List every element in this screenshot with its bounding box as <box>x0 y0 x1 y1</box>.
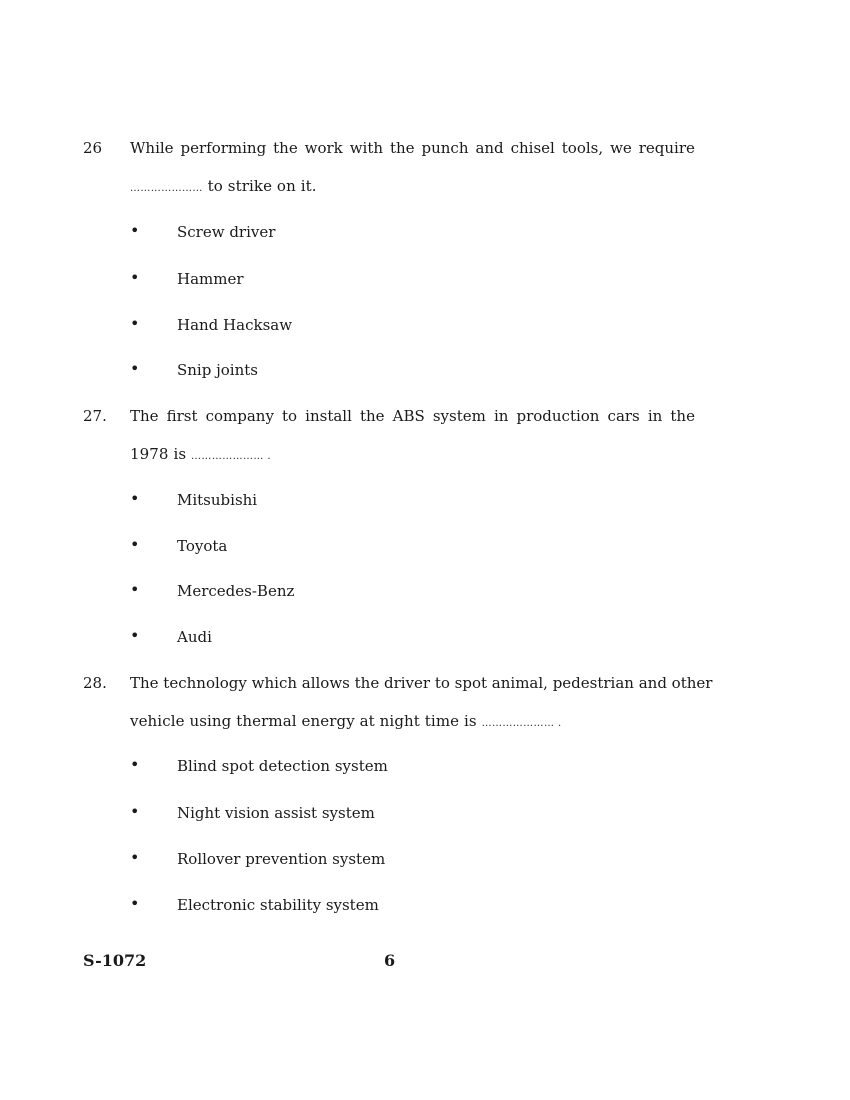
bullet-icon: • <box>130 580 140 599</box>
question-text-tail: to strike on it. <box>202 177 317 195</box>
question-text-line-1: The technology which allows the driver to spot animal, pedestrian and other <box>130 674 713 692</box>
blank-fill-dots: ………………… . <box>191 451 271 462</box>
option-4: Snip joints <box>177 361 258 379</box>
bullet-icon: • <box>130 894 140 913</box>
option-4: Audi <box>177 628 212 646</box>
word: install <box>305 407 352 425</box>
word: with <box>349 139 384 157</box>
option-3: Mercedes-Benz <box>177 582 295 600</box>
option-4: Electronic stability system <box>177 896 379 914</box>
word: punch <box>421 139 469 157</box>
question-text-tail: vehicle using thermal energy at night time is <box>130 712 482 730</box>
question-number: 28. <box>83 674 107 692</box>
question-text-line-2 <box>130 712 562 733</box>
word: production <box>516 407 600 425</box>
word: and <box>475 139 504 157</box>
word: we <box>610 139 632 157</box>
question-text-line-1 <box>130 407 695 425</box>
word: work <box>304 139 343 157</box>
word: ABS <box>392 407 425 425</box>
word: the <box>273 139 298 157</box>
bullet-icon: • <box>130 489 140 508</box>
question-text-tail: 1978 is <box>130 445 192 463</box>
question-number: 27. <box>83 407 107 425</box>
word: system <box>432 407 486 425</box>
word: the <box>670 407 695 425</box>
option-2: Toyota <box>177 537 228 555</box>
word: tools, <box>561 139 604 157</box>
word: The <box>130 407 159 425</box>
word: require <box>638 139 695 157</box>
blank-fill-dots: ………………… <box>130 183 203 194</box>
bullet-icon: • <box>130 359 140 378</box>
word: first <box>166 407 198 425</box>
question-number: 26 <box>83 139 103 157</box>
bullet-icon: • <box>130 755 140 774</box>
bullet-icon: • <box>130 848 140 867</box>
option-2: Hammer <box>177 270 244 288</box>
word: company <box>205 407 274 425</box>
bullet-icon: • <box>130 626 140 645</box>
word: the <box>389 139 415 157</box>
word: While <box>130 139 174 157</box>
option-1: Blind spot detection system <box>177 757 388 775</box>
option-1: Screw driver <box>177 223 276 241</box>
question-text-line-2 <box>130 177 317 198</box>
word: to <box>282 407 298 425</box>
option-3: Hand Hacksaw <box>177 316 293 334</box>
question-text-line-1 <box>130 139 695 157</box>
word: chisel <box>510 139 555 157</box>
word: in <box>647 407 663 425</box>
option-3: Rollover prevention system <box>177 850 386 868</box>
bullet-icon: • <box>130 221 140 240</box>
bullet-icon: • <box>130 802 140 821</box>
word: in <box>493 407 509 425</box>
bullet-icon: • <box>130 314 140 333</box>
word: the <box>359 407 385 425</box>
word: performing <box>180 139 267 157</box>
option-1: Mitsubishi <box>177 491 258 509</box>
blank-fill-dots: ………………… . <box>481 718 562 729</box>
bullet-icon: • <box>130 535 140 554</box>
bullet-icon: • <box>130 268 140 287</box>
word: cars <box>607 407 640 425</box>
question-text-line-2 <box>130 445 271 466</box>
option-2: Night vision assist system <box>177 804 375 822</box>
page-number: 6 <box>384 951 396 970</box>
paper-code: S-1072 <box>83 951 147 970</box>
